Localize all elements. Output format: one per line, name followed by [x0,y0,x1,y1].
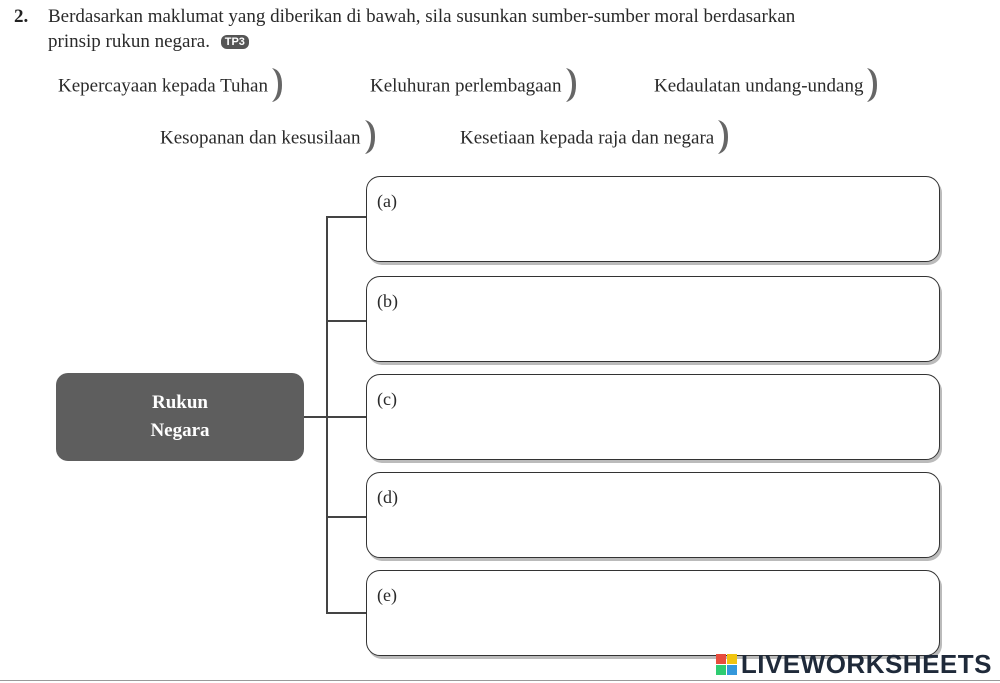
answer-box-d[interactable] [366,472,940,558]
bracket-icon [270,66,284,104]
brand-text: LIVEWORKSHEETS [740,649,992,679]
option-kedaulatan [654,68,879,106]
option-kesopanan [160,120,377,158]
bracket-icon [716,118,730,156]
central-node-rukun-negara [56,373,304,461]
bracket-icon [363,118,377,156]
question-text-line2 [48,31,249,53]
bracket-icon [865,66,879,104]
central-node-line2: Negara [150,420,210,441]
answer-box-label: (e) [377,585,397,605]
question-text-line2-content: prinsip rukun negara. [48,31,210,52]
connector-vertical-trunk [326,216,328,612]
bracket-icon [564,66,578,104]
option-label: Kepercayaan kepada Tuhan [58,75,268,97]
answer-box-label: (c) [377,389,397,409]
liveworksheets-logo [716,649,992,680]
question-number: 2. [14,6,29,27]
page-bottom-divider [0,680,1000,681]
connector-branch-a [326,216,366,218]
answer-box-c[interactable] [366,374,940,460]
liveworksheets-logo-icon [716,654,737,675]
central-node-line1: Rukun [152,392,208,413]
option-label: Kedaulatan undang-undang [654,75,864,97]
option-label: Keluhuran perlembagaan [370,75,562,97]
connector-branch-e [326,612,366,614]
answer-box-b[interactable] [366,276,940,362]
connector-branch-b [326,320,366,322]
option-label: Kesetiaan kepada raja dan negara [460,127,715,149]
option-keluhuran [370,68,578,106]
answer-box-label: (b) [377,291,398,311]
tp-level-badge: TP3 [221,35,249,49]
option-label: Kesopanan dan kesusilaan [160,127,361,149]
option-kepercayaan [58,68,284,106]
connector-branch-c [326,416,366,418]
connector-branch-d [326,516,366,518]
answer-box-label: (d) [377,487,398,507]
answer-box-a[interactable] [366,176,940,262]
question-text-line1: Berdasarkan maklumat yang diberikan di bawah, sila susunkan sumber-sumber moral berdasarkan [48,6,796,27]
connector-horizontal-center [304,416,326,418]
answer-box-label: (a) [377,191,397,211]
answer-box-e[interactable] [366,570,940,656]
option-kesetiaan [460,120,730,158]
